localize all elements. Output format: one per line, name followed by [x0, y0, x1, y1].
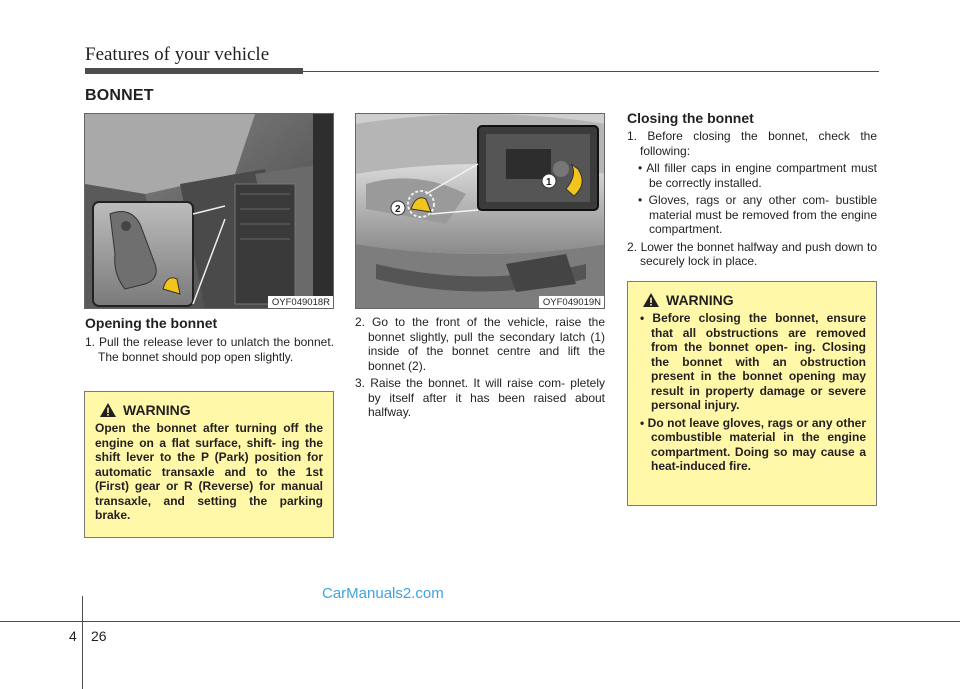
closing-steps	[627, 129, 877, 269]
opening-step-1: 1. Pull the release lever to unlatch the bonnet. The bonnet should pop open slightly.	[85, 335, 334, 364]
opening-steps-left	[85, 335, 334, 364]
bonnet-latch-photo	[355, 113, 605, 309]
closing-step-1: 1. Before closing the bonnet, check the following:	[627, 129, 877, 158]
opening-step-2: 2. Go to the front of the vehicle, raise the bonnet slightly, pull the secondary latch (1) inside of the bonnet centre and lift the bonnet (2).	[355, 315, 605, 373]
callout-1: 1	[546, 177, 552, 188]
page-number: 26	[91, 628, 107, 644]
closing-heading: Closing the bonnet	[627, 110, 754, 126]
image-code: OYF049018R	[268, 296, 333, 308]
header-rule	[85, 71, 879, 72]
warning-header	[95, 402, 323, 418]
warning-header	[638, 292, 866, 308]
opening-step-3: 3. Raise the bonnet. It will raise com- pletely by itself after it has been raised about halfway.	[355, 376, 605, 419]
release-lever-photo	[84, 113, 334, 309]
opening-heading: Opening the bonnet	[85, 315, 218, 331]
footer-rule	[0, 621, 960, 622]
warning-title: WARNING	[123, 402, 191, 418]
warning-box-opening	[84, 391, 334, 538]
chapter-number: 4	[69, 628, 77, 644]
warning-box-closing	[627, 281, 877, 506]
bonnet-latch-illustration	[356, 114, 605, 309]
warning-title: WARNING	[666, 292, 734, 308]
callout-2: 2	[395, 204, 401, 215]
warning-bullet-1: • Before closing the bonnet, ensure that all obstructions are removed from the bonnet open- ing. Closing the bonnet with an obstruction present in the bonnet opening may result in property damage or severe personal injury.	[640, 311, 866, 412]
watermark: CarManuals2.com	[322, 585, 444, 602]
warning-icon	[642, 292, 660, 308]
opening-steps-right	[355, 315, 605, 420]
closing-bullet-2: • Gloves, rags or any other com- bustible material must be removed from the engine compartment.	[638, 193, 877, 236]
closing-bullet-1: • All filler caps in engine compartment must be correctly installed.	[638, 161, 877, 190]
warning-text: Open the bonnet after turning off the engine on a flat surface, shift- ing the shift lever to the P (Park) position for automatic transaxle and to the 1st (First) gear or R (Reverse) for manual transaxle, and setting the parking brake.	[95, 421, 323, 522]
closing-step-2: 2. Lower the bonnet halfway and push down to securely lock in place.	[627, 239, 877, 268]
section-title: BONNET	[85, 87, 154, 104]
release-lever-illustration	[85, 114, 334, 309]
warning-icon	[99, 402, 117, 418]
footer-divider	[82, 596, 83, 689]
running-header: Features of your vehicle	[85, 44, 270, 65]
warning-bullet-2: • Do not leave gloves, rags or any other combustible material in the engine compartment. Doing so may cause a heat-induced fire.	[640, 415, 866, 473]
image-code: OYF049019N	[539, 296, 604, 308]
